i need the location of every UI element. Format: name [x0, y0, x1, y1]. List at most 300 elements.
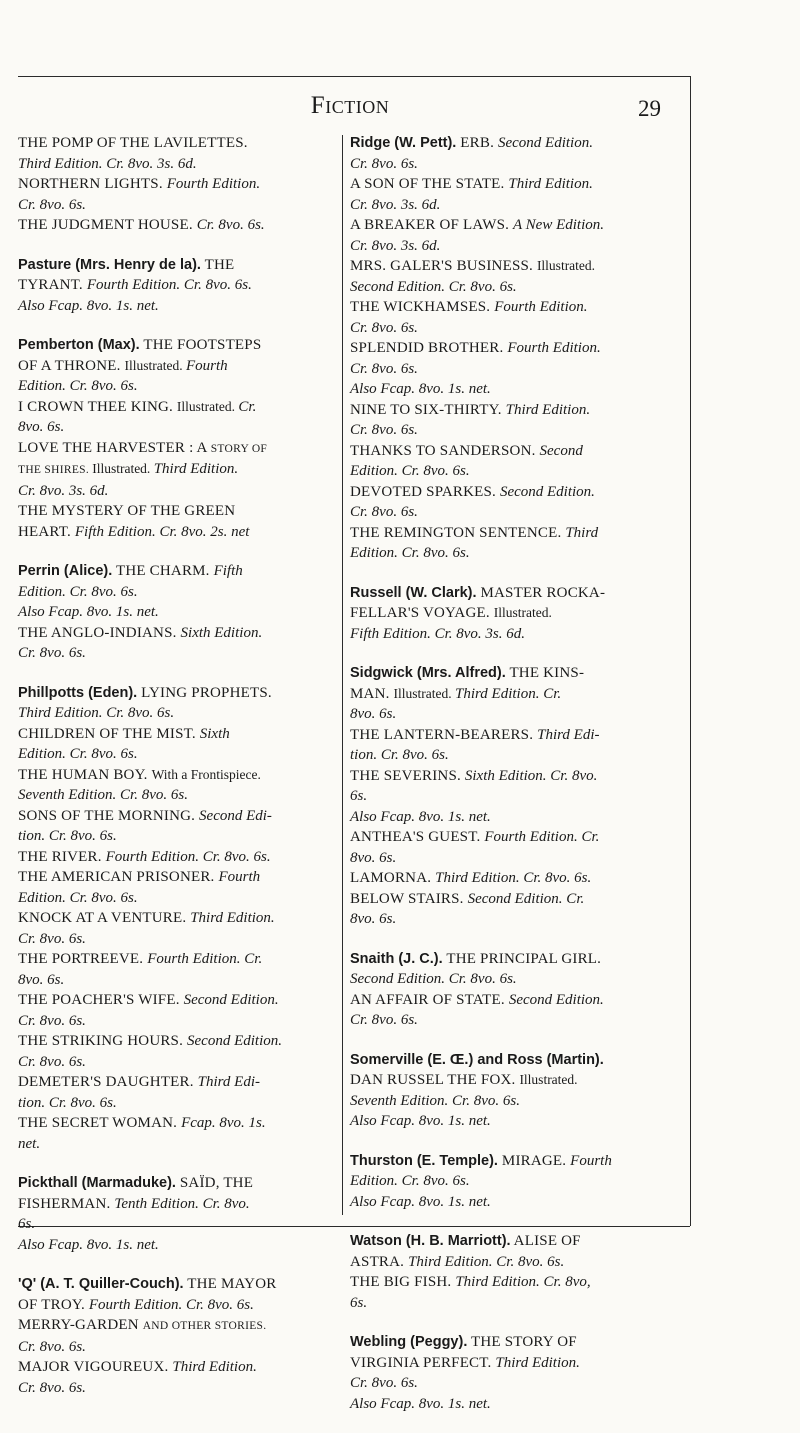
book-title: KNOCK AT A VENTURE.: [18, 910, 191, 926]
book-title: MIRAGE.: [497, 1152, 571, 1169]
entry-line: [350, 236, 672, 257]
entry-line: [350, 1070, 672, 1091]
catalogue-entry: [18, 1173, 340, 1255]
edition-info: Third Edi-: [197, 1074, 260, 1090]
book-title: THE POMP OF THE LAVILETTES.: [18, 135, 248, 151]
entry-line: [350, 969, 672, 990]
edition-info: Also Fcap. 8vo. 1s. net.: [350, 808, 491, 825]
entry-line: [18, 806, 340, 827]
entry-line: [18, 275, 340, 296]
edition-info: Second: [539, 442, 583, 459]
entry-line: [18, 356, 340, 377]
edition-info: Second Edition. Cr.: [467, 890, 585, 907]
edition-info: net.: [18, 1135, 41, 1152]
edition-info: Second Edition.: [508, 991, 604, 1008]
book-title: THE LANTERN-BEARERS.: [350, 726, 538, 743]
entry-line: [18, 1031, 340, 1052]
small-caps-text: THE SHIRES.: [18, 464, 93, 476]
catalogue-entry: [350, 949, 672, 1031]
book-title: THE WICKHAMSES.: [350, 299, 495, 315]
entry-line: [18, 397, 340, 418]
edition-info: Fourth: [186, 357, 228, 374]
entry-line: [350, 909, 672, 930]
edition-info: Fourth Edition. Cr.: [484, 829, 600, 845]
edition-info: Fourth Edition. Cr. 8vo. 6s.: [105, 848, 271, 865]
book-title: TYRANT.: [18, 277, 87, 293]
edition-info: Cr. 8vo. 6s.: [350, 504, 418, 520]
entry-line: [18, 724, 340, 745]
edition-info: Fourth Edition. Cr.: [147, 951, 263, 967]
entry-line: [350, 949, 672, 970]
entry-line: [350, 1111, 672, 1132]
book-title: I CROWN THEE KING.: [18, 398, 177, 415]
book-title: DAN RUSSEL THE FOX.: [350, 1072, 520, 1088]
book-title: THE SECRET WOMAN.: [18, 1115, 182, 1131]
edition-info: tion. Cr. 8vo. 6s.: [18, 828, 117, 844]
entry-line: [18, 459, 340, 481]
author-name: Somerville (E. Œ.) and Ross (Martin).: [350, 1051, 604, 1068]
book-title: HEART.: [18, 523, 75, 540]
entry-line: [18, 1235, 340, 1256]
entry-line: [350, 1373, 672, 1394]
entry-line: [18, 765, 340, 786]
illustration-note: With a Frontispiece.: [151, 766, 261, 782]
edition-info: Fourth Edition. Cr. 8vo. 6s.: [88, 1296, 254, 1313]
entry-line: [18, 1173, 340, 1194]
entry-line: [18, 522, 340, 543]
author-name: Pickthall (Marmaduke).: [18, 1175, 176, 1191]
book-title: THE STRIKING HOURS.: [18, 1033, 187, 1049]
edition-info: Third Edition.: [495, 1354, 580, 1371]
page-number: 29: [638, 96, 661, 121]
entry-line: [350, 807, 672, 828]
book-title: BELOW STAIRS.: [350, 890, 468, 907]
edition-info: Cr. 8vo. 6s.: [350, 1375, 418, 1391]
edition-info: Cr. 8vo. 6s.: [18, 930, 86, 947]
book-title: THE: [200, 256, 235, 273]
catalogue-entry: [350, 1231, 672, 1313]
entry-line: [18, 1194, 340, 1215]
edition-info: Cr. 8vo. 6s.: [18, 1379, 86, 1396]
edition-info: Edition. Cr. 8vo. 6s.: [350, 1173, 470, 1189]
entry-line: [18, 929, 340, 950]
illustration-note: Illustrated.: [493, 605, 552, 620]
catalogue-entry: [18, 561, 340, 664]
edition-info: Sixth Edition.: [180, 624, 263, 641]
entry-line: [18, 602, 340, 623]
entry-line: [350, 889, 672, 910]
book-title: SAÏD, THE: [175, 1175, 254, 1191]
book-title: THE JUDGMENT HOUSE.: [18, 217, 197, 233]
edition-info: Cr. 8vo. 6s.: [196, 217, 265, 233]
edition-info: Cr. 8vo. 3s. 6d.: [350, 196, 441, 213]
illustration-note: Illustrated.: [536, 258, 596, 273]
book-title: VIRGINIA PERFECT.: [350, 1354, 496, 1371]
entry-line: [18, 1357, 340, 1378]
edition-info: Cr. 8vo. 6s.: [350, 155, 418, 172]
edition-info: Fourth Edition. Cr. 8vo. 6s.: [86, 277, 252, 293]
edition-info: Third: [565, 524, 599, 541]
entry-line: [350, 583, 672, 604]
edition-info: 8vo. 6s.: [18, 419, 65, 435]
edition-info: Second Edition. Cr. 8vo. 6s.: [350, 971, 517, 987]
left-column: [18, 133, 340, 1417]
book-title: OF A THRONE.: [18, 357, 125, 374]
edition-info: Cr. 8vo. 6s.: [350, 319, 418, 336]
edition-info: Cr.: [238, 398, 257, 415]
book-title: NINE TO SIX-THIRTY.: [350, 401, 506, 418]
edition-info: Cr. 8vo. 6s.: [18, 1338, 86, 1355]
book-title: THE HUMAN BOY.: [18, 766, 152, 783]
edition-info: Second Edition.: [497, 135, 593, 151]
edition-info: Third Edition.: [153, 461, 239, 477]
entry-line: [18, 174, 340, 195]
edition-info: Edition. Cr. 8vo. 6s.: [350, 463, 470, 479]
edition-info: Cr. 8vo. 6s.: [18, 196, 86, 213]
edition-info: Cr. 8vo. 3s. 6d.: [18, 482, 109, 499]
edition-info: Third Edition. Cr. 8vo. 6s.: [408, 1253, 565, 1270]
entry-line: [350, 482, 672, 503]
entry-line: [350, 359, 672, 380]
illustration-note: Illustrated.: [124, 357, 186, 373]
entry-line: [18, 744, 340, 765]
entry-line: [350, 297, 672, 318]
edition-info: Fifth Edition. Cr. 8vo. 2s. net: [74, 523, 250, 540]
entry-line: [18, 826, 340, 847]
running-head: Fiction: [310, 92, 390, 119]
illustration-note: Illustrated.: [176, 398, 239, 414]
edition-info: Second Edition.: [499, 483, 595, 500]
entry-line: [350, 684, 672, 705]
entry-line: [18, 867, 340, 888]
author-name: Ridge (W. Pett).: [350, 135, 457, 151]
entry-line: [350, 133, 672, 154]
entry-line: [350, 663, 672, 684]
entry-line: [350, 1010, 672, 1031]
catalogue-entry: [350, 1332, 672, 1414]
entry-line: [18, 215, 340, 236]
author-name: Pasture (Mrs. Henry de la).: [18, 256, 201, 273]
catalogue-entry: [18, 683, 340, 1155]
book-title: CHILDREN OF THE MIST.: [18, 725, 200, 742]
entry-line: [350, 174, 672, 195]
entry-line: [18, 1134, 340, 1155]
entry-line: [350, 318, 672, 339]
entry-line: [350, 277, 672, 298]
entry-line: [350, 256, 672, 277]
right-column: [350, 133, 672, 1433]
book-title: THE MYSTERY OF THE GREEN: [18, 503, 236, 519]
edition-info: Cr. 8vo. 6s.: [18, 1012, 86, 1029]
entry-line: [18, 1052, 340, 1073]
entry-line: [18, 154, 340, 175]
author-name: Perrin (Alice).: [18, 563, 113, 579]
edition-info: Tenth Edition. Cr. 8vo.: [114, 1195, 250, 1212]
entry-line: [18, 703, 340, 724]
book-title: FISHERMAN.: [18, 1195, 115, 1212]
book-title: THE ANGLO-INDIANS.: [18, 624, 181, 641]
catalogue-entry: [18, 133, 340, 236]
entry-line: [18, 1378, 340, 1399]
author-name: Phillpotts (Eden).: [18, 684, 138, 701]
entry-line: [350, 990, 672, 1011]
book-title: LYING PROPHETS.: [137, 684, 272, 701]
entry-line: [350, 725, 672, 746]
entry-line: [350, 523, 672, 544]
entry-line: [350, 154, 672, 175]
entry-line: [350, 461, 672, 482]
book-title: THE PRINCIPAL GIRL.: [442, 950, 602, 967]
page-border-top: [18, 76, 690, 77]
author-name: Webling (Peggy).: [350, 1334, 468, 1350]
book-title: MAJOR VIGOUREUX.: [18, 1359, 173, 1375]
column-divider: [342, 135, 343, 1215]
entry-line: [350, 603, 672, 624]
edition-info: Also Fcap. 8vo. 1s. net.: [18, 604, 159, 620]
edition-info: Third Edition.: [505, 401, 591, 418]
entry-line: [350, 1050, 672, 1071]
edition-info: Third Edition. Cr. 8vo. 6s.: [435, 870, 592, 886]
edition-info: Fourth Edition.: [166, 176, 261, 192]
entry-line: [350, 624, 672, 645]
book-title: ASTRA.: [350, 1253, 409, 1270]
entry-line: [350, 543, 672, 564]
book-title: FELLAR'S VOYAGE.: [350, 605, 494, 621]
entry-line: [18, 438, 340, 460]
author-name: Sidgwick (Mrs. Alfred).: [350, 665, 506, 681]
edition-info: Fifth Edition. Cr. 8vo. 3s. 6d.: [350, 625, 526, 642]
book-title: THANKS TO SANDERSON.: [350, 442, 540, 459]
small-caps-text: AND OTHER STORIES.: [142, 1320, 267, 1332]
entry-line: [350, 1272, 672, 1293]
entry-line: [18, 949, 340, 970]
edition-info: Third Edition. Cr. 8vo,: [455, 1274, 591, 1290]
edition-info: Cr. 8vo. 6s.: [350, 1012, 418, 1028]
entry-line: [18, 582, 340, 603]
entry-line: [18, 1274, 340, 1295]
author-name: Snaith (J. C.).: [350, 950, 443, 967]
author-name: Russell (W. Clark).: [350, 584, 477, 601]
entry-line: [18, 296, 340, 317]
small-caps-text: STORY OF: [210, 442, 268, 455]
entry-line: [18, 970, 340, 991]
entry-line: [350, 420, 672, 441]
book-title: THE STORY OF: [467, 1334, 577, 1350]
edition-info: Edition. Cr. 8vo. 6s.: [18, 378, 138, 394]
book-title: ALISE OF: [510, 1233, 581, 1249]
entry-line: [18, 623, 340, 644]
edition-info: Fourth Edition.: [507, 340, 601, 356]
book-title: THE FOOTSTEPS: [139, 337, 262, 353]
catalogue-entry: [18, 335, 340, 542]
edition-info: Second Edition.: [187, 1033, 282, 1049]
entry-line: [350, 215, 672, 236]
edition-info: Second Edi-: [199, 807, 272, 824]
edition-info: Also Fcap. 8vo. 1s. net.: [350, 381, 491, 397]
entry-line: [350, 827, 672, 848]
book-title: DEVOTED SPARKES.: [350, 483, 500, 500]
book-title: THE KINS-: [505, 665, 585, 681]
edition-info: Third Edition.: [172, 1359, 257, 1375]
edition-info: Second Edition. Cr. 8vo. 6s.: [350, 278, 517, 295]
edition-info: tion. Cr. 8vo. 6s.: [18, 1094, 117, 1111]
book-title: SONS OF THE MORNING.: [18, 807, 200, 824]
entry-line: [18, 1072, 340, 1093]
entry-line: [18, 501, 340, 522]
entry-line: [350, 1394, 672, 1415]
edition-info: Seventh Edition. Cr. 8vo. 6s.: [18, 787, 188, 803]
edition-info: Cr. 8vo. 6s.: [350, 422, 418, 438]
entry-line: [18, 255, 340, 276]
book-title: NORTHERN LIGHTS.: [18, 176, 167, 192]
entry-line: [18, 376, 340, 397]
book-title: LOVE THE HARVESTER : A: [18, 439, 211, 456]
edition-info: 8vo. 6s.: [350, 706, 397, 722]
entry-line: [18, 1295, 340, 1316]
entry-line: [350, 786, 672, 807]
entry-line: [350, 379, 672, 400]
entry-line: [350, 745, 672, 766]
edition-info: A New Edition.: [513, 217, 605, 233]
edition-info: Edition. Cr. 8vo. 6s.: [18, 746, 138, 762]
edition-info: Third Edition. Cr. 8vo. 3s. 6d.: [18, 155, 197, 172]
book-title: LAMORNA.: [350, 870, 436, 886]
edition-info: Also Fcap. 8vo. 1s. net.: [350, 1193, 491, 1210]
edition-info: Fourth Edition.: [494, 299, 588, 315]
book-title: ERB.: [456, 135, 498, 151]
edition-info: Also Fcap. 8vo. 1s. net.: [350, 1395, 491, 1412]
book-title: THE CHARM.: [112, 563, 214, 579]
edition-info: 8vo. 6s.: [350, 849, 397, 866]
book-title: A BREAKER OF LAWS.: [350, 217, 514, 233]
entry-line: [18, 1337, 340, 1358]
book-title: THE MAYOR: [183, 1276, 277, 1292]
edition-info: Also Fcap. 8vo. 1s. net.: [18, 297, 159, 314]
entry-line: [350, 400, 672, 421]
entry-line: [350, 1293, 672, 1314]
entry-line: [350, 1192, 672, 1213]
book-title: THE PORTREEVE.: [18, 951, 148, 967]
author-name: Thurston (E. Temple).: [350, 1152, 498, 1169]
edition-info: Fourth: [218, 869, 261, 885]
edition-info: Fcap. 8vo. 1s.: [181, 1115, 266, 1131]
illustration-note: Illustrated.: [92, 461, 154, 476]
edition-info: Third Edition. Cr.: [455, 685, 562, 702]
edition-info: 8vo. 6s.: [18, 971, 65, 988]
catalogue-entry: [350, 1050, 672, 1132]
entry-line: [350, 1171, 672, 1192]
entry-line: [350, 868, 672, 889]
book-title: OF TROY.: [18, 1296, 89, 1313]
catalogue-entry: [350, 583, 672, 645]
edition-info: 6s.: [18, 1216, 36, 1232]
book-title: THE BIG FISH.: [350, 1274, 456, 1290]
entry-line: [18, 683, 340, 704]
catalogue-entry: [350, 663, 672, 930]
entry-line: [350, 1332, 672, 1353]
book-title: SPLENDID BROTHER.: [350, 340, 508, 356]
edition-info: Edition. Cr. 8vo. 6s.: [18, 583, 138, 600]
illustration-note: Illustrated.: [519, 1072, 578, 1087]
book-title: AN AFFAIR OF STATE.: [350, 991, 509, 1008]
entry-line: [18, 1113, 340, 1134]
entry-line: [18, 1011, 340, 1032]
edition-info: 6s.: [350, 1294, 368, 1311]
entry-line: [350, 848, 672, 869]
edition-info: Edition. Cr. 8vo. 6s.: [350, 545, 470, 561]
edition-info: 8vo. 6s.: [350, 911, 397, 927]
author-name: Pemberton (Max).: [18, 337, 140, 353]
book-title: MAN.: [350, 685, 394, 702]
edition-info: Third Edition. Cr. 8vo. 6s.: [18, 705, 175, 721]
entry-line: [18, 990, 340, 1011]
author-name: 'Q' (A. T. Quiller-Couch).: [18, 1276, 184, 1292]
edition-info: Seventh Edition. Cr. 8vo. 6s.: [350, 1092, 520, 1109]
entry-line: [350, 502, 672, 523]
entry-line: [18, 561, 340, 582]
book-title: THE RIVER.: [18, 848, 106, 865]
entry-line: [18, 847, 340, 868]
edition-info: tion. Cr. 8vo. 6s.: [350, 747, 449, 763]
entry-line: [350, 704, 672, 725]
edition-info: Cr. 8vo. 6s.: [18, 645, 86, 661]
book-title: THE REMINGTON SENTENCE.: [350, 524, 566, 541]
entry-line: [18, 481, 340, 502]
book-title: THE SEVERINS.: [350, 767, 465, 784]
book-title: ANTHEA'S GUEST.: [350, 829, 485, 845]
illustration-note: Illustrated.: [393, 685, 455, 701]
entry-line: [18, 335, 340, 356]
book-title: MRS. GALER'S BUSINESS.: [350, 258, 537, 274]
entry-line: [350, 441, 672, 462]
page-border-right: [690, 76, 691, 1226]
catalogue-entry: [18, 255, 340, 317]
edition-info: Cr. 8vo. 6s.: [18, 1053, 86, 1070]
edition-info: Also Fcap. 8vo. 1s. net.: [18, 1236, 159, 1253]
catalogue-entry: [350, 133, 672, 564]
entry-line: [18, 195, 340, 216]
entry-line: [350, 1353, 672, 1374]
edition-info: 6s.: [350, 788, 368, 804]
entry-line: [350, 766, 672, 787]
entry-line: [18, 1214, 340, 1235]
book-title: THE POACHER'S WIFE.: [18, 992, 184, 1008]
entry-line: [18, 785, 340, 806]
entry-line: [350, 195, 672, 216]
edition-info: Third Edition.: [508, 176, 593, 192]
book-title: THE AMERICAN PRISONER.: [18, 869, 219, 885]
book-title: MERRY-GARDEN: [18, 1317, 143, 1333]
entry-line: [18, 133, 340, 154]
edition-info: Second Edition.: [183, 992, 279, 1008]
entry-line: [18, 417, 340, 438]
entry-line: [18, 888, 340, 909]
edition-info: Edition. Cr. 8vo. 6s.: [18, 889, 138, 906]
edition-info: Fifth: [213, 563, 243, 579]
edition-info: Sixth Edition. Cr. 8vo.: [464, 767, 598, 784]
entry-line: [350, 1231, 672, 1252]
author-name: Watson (H. B. Marriott).: [350, 1233, 511, 1249]
edition-info: Cr. 8vo. 3s. 6d.: [350, 237, 441, 254]
entry-line: [18, 643, 340, 664]
book-title: A SON OF THE STATE.: [350, 176, 509, 192]
entry-line: [18, 908, 340, 929]
edition-info: Third Edi-: [537, 726, 600, 743]
entry-line: [350, 1252, 672, 1273]
book-title: DEMETER'S DAUGHTER.: [18, 1074, 198, 1090]
edition-info: Fourth: [570, 1152, 612, 1169]
entry-line: [18, 1093, 340, 1114]
